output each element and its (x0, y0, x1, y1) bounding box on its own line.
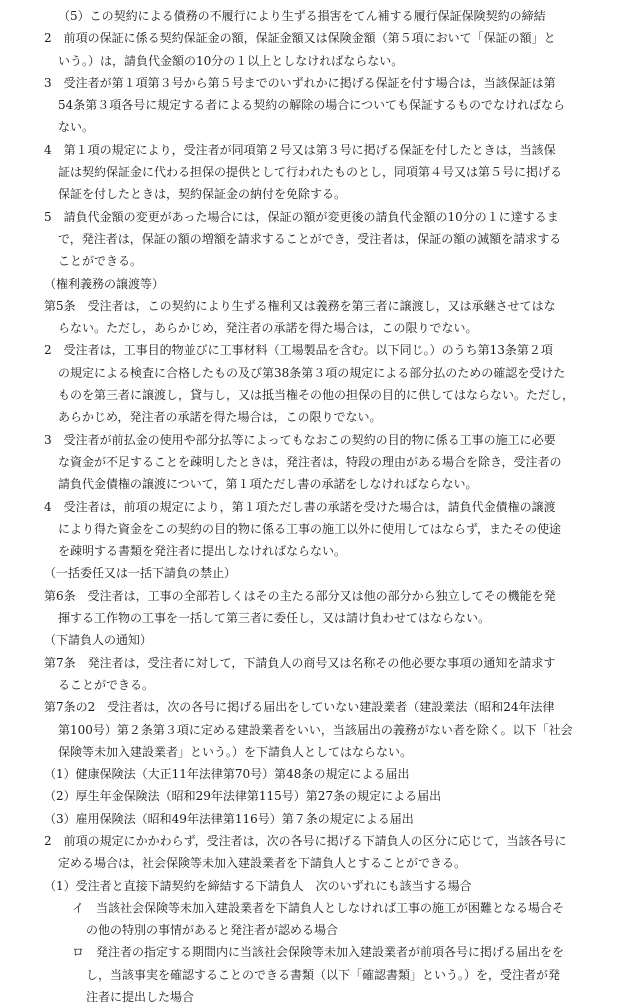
text-line: ことができる。 (58, 254, 143, 269)
text-line: 2 受注者は，工事目的物並びに工事材料（工場製品を含む。以下同じ。）のうち第13条第２項 (44, 343, 553, 358)
text-line: の規定による検査に合格したもの及び第38条第３項の規定による部分払のための確認を受けた (58, 365, 566, 380)
text-line: 証は契約保証金に代わる担保の提供として行われたものとし，同項第４号又は第５号に掲げる (58, 165, 563, 180)
text-line: 3 受注者が第１項第３号から第５号までのいずれかに掲げる保証を付す場合は，当該保証は第 (44, 75, 556, 90)
text-line: （3）雇用保険法（昭和49年法律第116号）第７条の規定による届出 (44, 811, 414, 826)
text-line: し，当該事実を確認することのできる書類（以下「確認書類」という。）を，受注者が発 (86, 967, 561, 982)
text-line: 保証を付したときは，契約保証金の納付を免除する。 (58, 187, 347, 202)
text-line: 定める場合は，社会保険等未加入建設業者を下請負人とすることができる。 (58, 856, 467, 871)
text-line: ものを第三者に譲渡し，貸与し，又は抵当権その他の担保の目的に供してはならない。ただし， (58, 388, 575, 403)
text-line: 54条第３項各号に規定する者による契約の解除の場合についても保証するものでなければなら (58, 98, 566, 113)
text-line: 注者に提出した場合 (86, 990, 195, 1005)
text-line: （下請負人の通知） (44, 633, 153, 648)
text-line: 第7条 発注者は，受注者に対して，下請負人の商号又は名称その他必要な事項の通知を請求す (44, 655, 556, 670)
text-line: 保険等未加入建設業者」という。）を下請負人としてはならない。 (58, 744, 413, 759)
text-line: 第100号）第２条第３項に定める建設業者をいい，当該届出の義務がない者を除く。以下「社会 (58, 722, 573, 737)
text-line: ロ 発注者の指定する期間内に当該社会保険等未加入建設業者が前項各号に掲げる届出をを (72, 945, 565, 960)
text-line: 揮する工作物の工事を一括して第三者に委任し，又は請け負わせてはならない。 (58, 611, 491, 626)
text-line: （権利義務の譲渡等） (44, 276, 165, 291)
text-line: 5 請負代金額の変更があった場合には，保証の額が変更後の請負代金額の10分の１に達するま (44, 209, 559, 224)
text-line: の他の特別の事情があると発注者が認める場合 (86, 923, 339, 938)
text-line: 第7条の2 受注者は，次の各号に掲げる届出をしていない建設業者（建設業法（昭和24年法律 (44, 700, 555, 715)
text-line: 4 第１項の規定により，受注者が同項第２号又は第３号に掲げる保証を付したときは，当該保 (44, 142, 556, 157)
text-line: 4 受注者は，前項の規定により，第１項ただし書の承諾を受けた場合は，請負代金債権の譲渡 (44, 499, 556, 514)
text-line: を疎明する書類を発注者に提出しなければならない。 (58, 544, 347, 559)
text-line: （5）この契約による債務の不履行により生ずる損害をてん補する履行保証保険契約の締結 (58, 9, 546, 23)
text-line: 第6条 受注者は，工事の全部若しくはその主たる部分又は他の部分から独立してその機能を発 (44, 588, 556, 603)
text-line: 2 前項の保証に係る契約保証金の額，保証金額又は保険金額（第５項において「保証の額」と (44, 31, 556, 46)
text-line: 第5条 受注者は，この契約により生ずる権利又は義務を第三者に譲渡し，又は承継させてはな (44, 298, 556, 313)
text-line: 3 受注者が前払金の使用や部分払等によってもなおこの契約の目的物に係る工事の施工に必要 (44, 432, 556, 447)
text-line: らない。ただし，あらかじめ，発注者の承諾を得た場合は，この限りでない。 (58, 321, 478, 336)
text-line: 請負代金債権の譲渡について，第１項ただし書の承諾をしなければならない。 (58, 477, 478, 492)
text-line: あらかじめ，発注者の承諾を得た場合は，この限りでない。 (58, 410, 382, 425)
text-line: （一括委任又は一括下請負の禁止） (44, 566, 237, 581)
text-line: で，発注者は，保証の額の増額を請求することができ，受注者は，保証の額の減額を請求する (58, 231, 562, 246)
text-line: イ 当該社会保険等未加入建設業者を下請負人としなければ工事の施工が困難となる場合そ (72, 900, 565, 915)
text-line: （1）健康保険法（大正11年法律第70号）第48条の規定による届出 (44, 767, 410, 782)
text-line: ることができる。 (58, 677, 155, 692)
text-line: により得た資金をこの契約の目的物に係る工事の施工以外に使用してはならず，またその使途 (58, 521, 562, 536)
text-line: （1）受注者と直接下請契約を締結する下請負人 次のいずれにも該当する場合 (44, 878, 472, 893)
text-line: いう。）は，請負代金額の10分の１以上としなければならない。 (58, 53, 404, 68)
text-line: な資金が不足することを疎明したときは，発注者は，特段の理由がある場合を除き，受注者の (58, 454, 562, 469)
text-line: 2 前項の規定にかかわらず，受注者は，次の各号に掲げる下請負人の区分に応じて，当該各号に (44, 833, 567, 848)
text-line: （2）厚生年金保険法（昭和29年法律第115号）第27条の規定による届出 (44, 789, 442, 804)
text-line: ない。 (58, 120, 95, 135)
